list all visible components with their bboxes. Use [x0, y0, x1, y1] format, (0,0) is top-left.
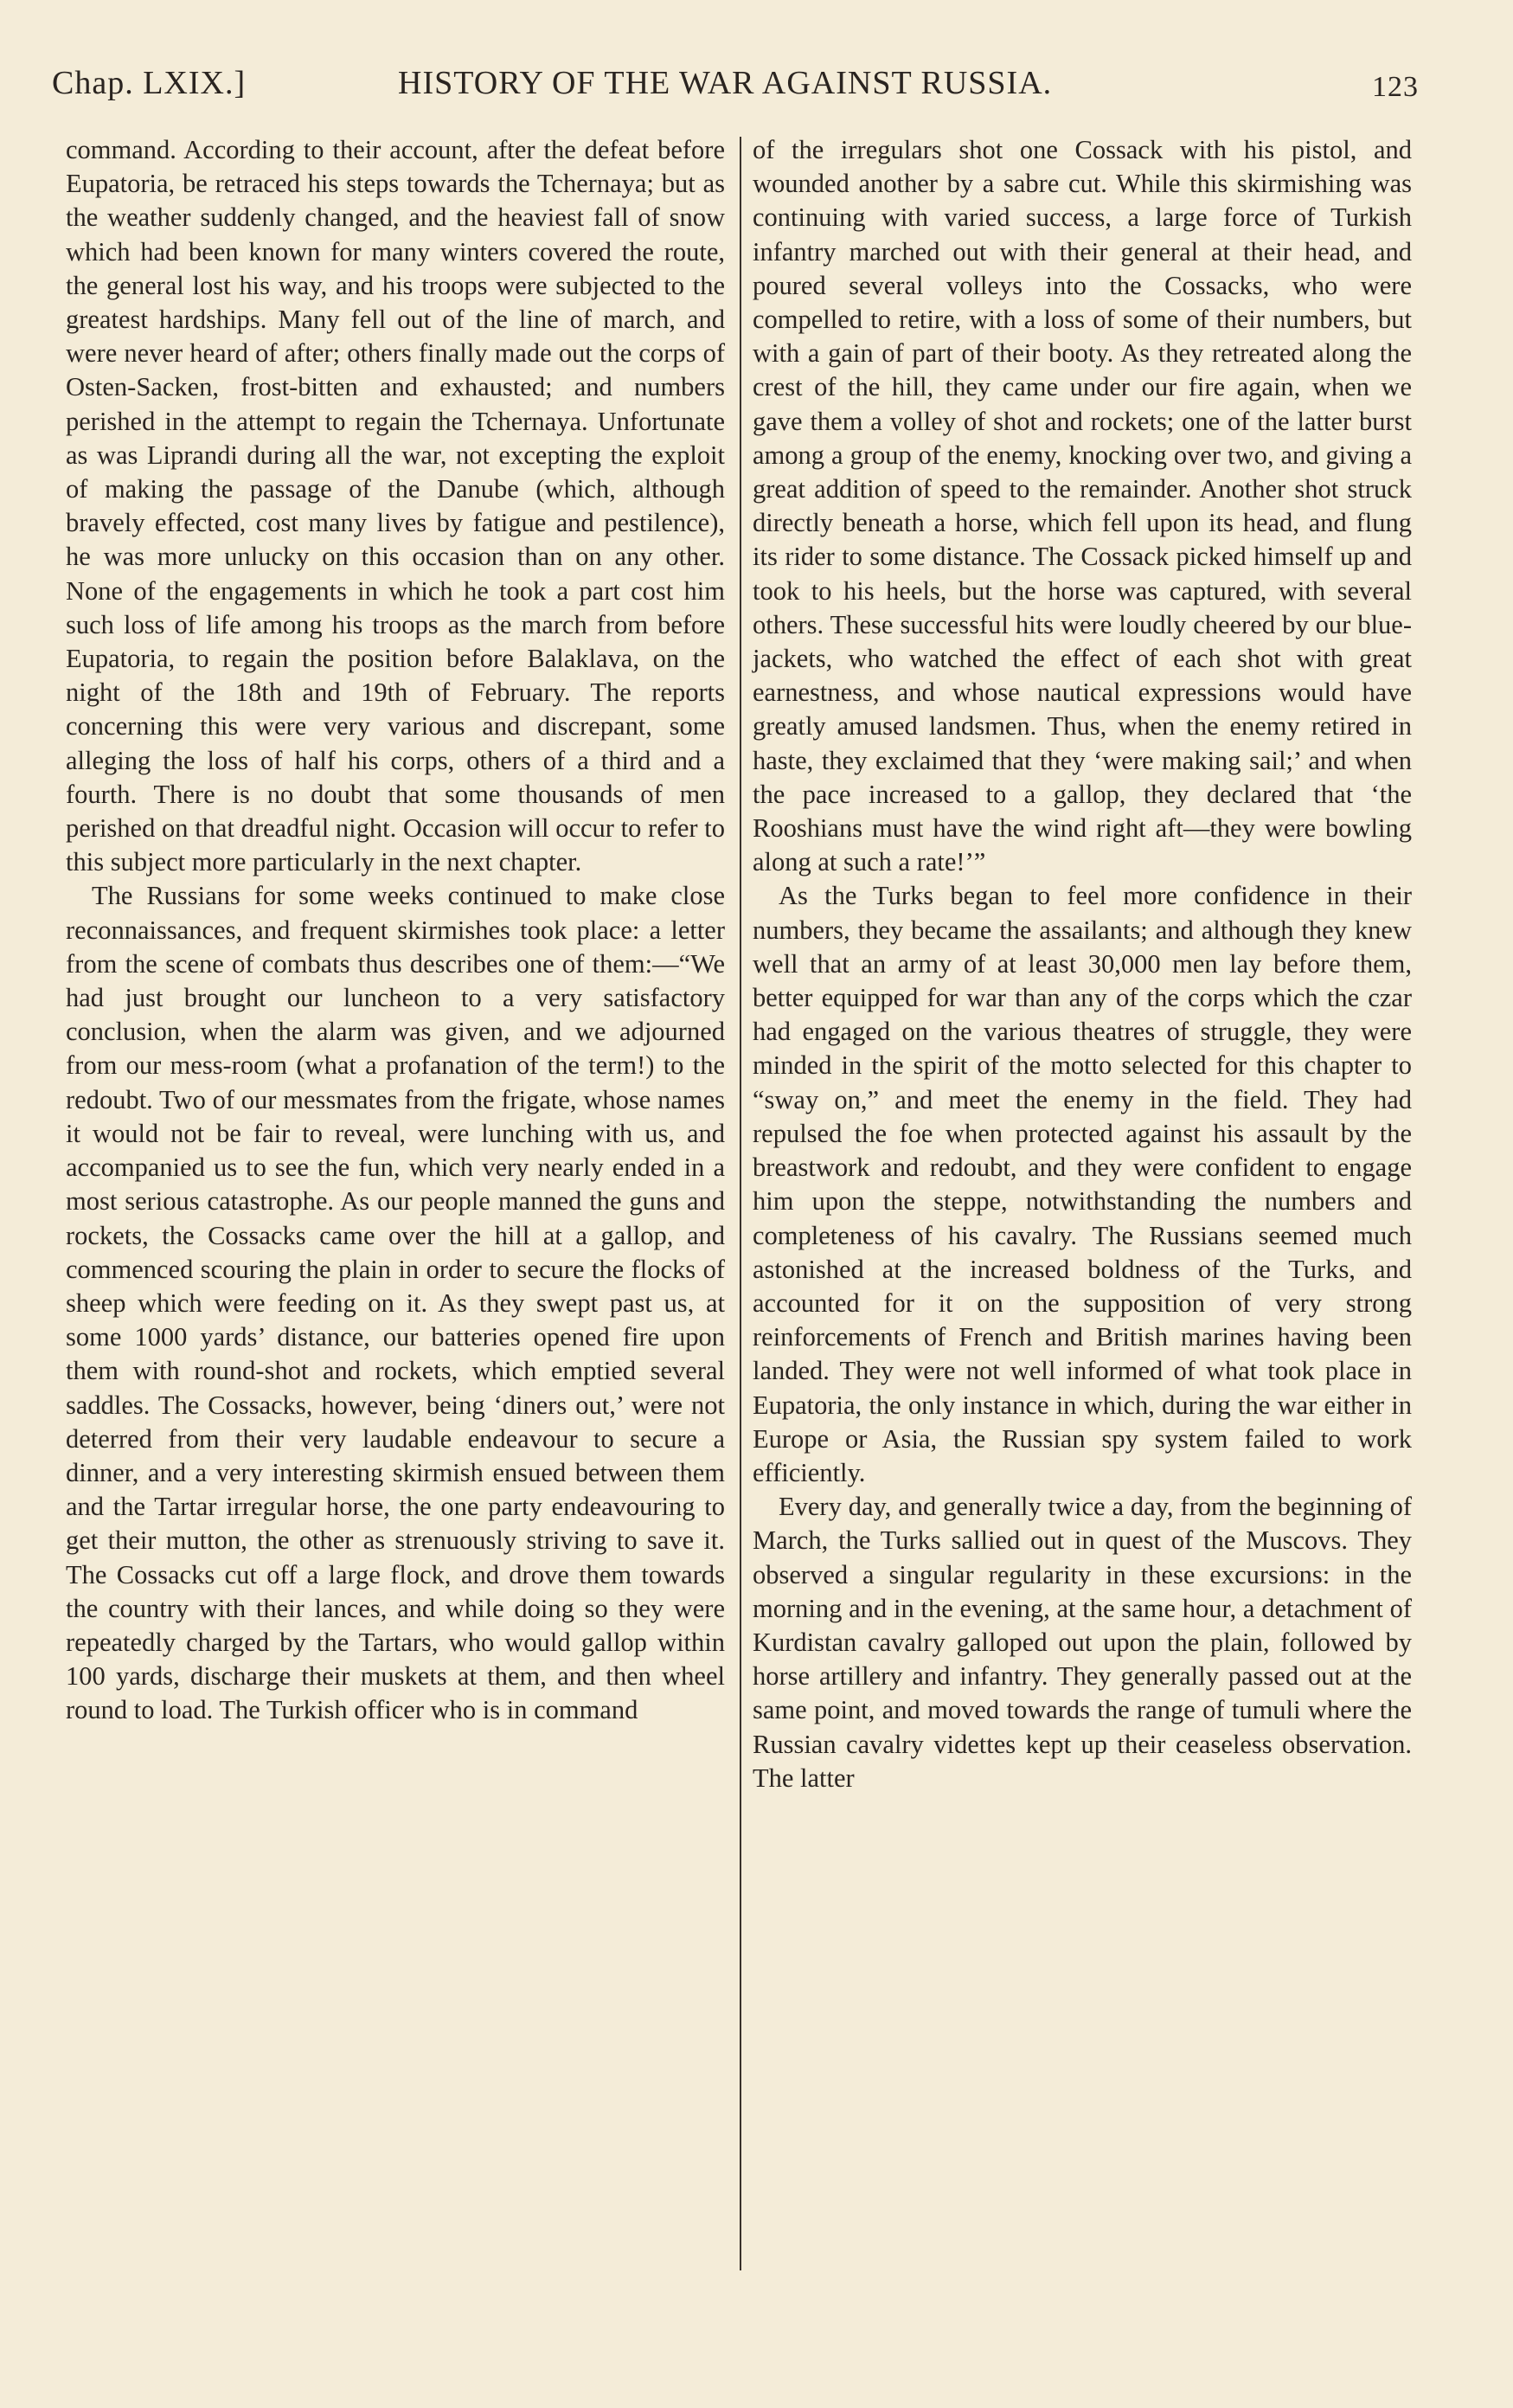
right-column: [753, 133, 1412, 1795]
paragraph: of the irregulars shot one Cossack with his pistol, and wounded another by a sabre cut. While this skirmishing was continuing with varied success, a large force of Turkish infantry marched out with their general at their head, and poured several volleys into the Cossacks, who were compelled to retire, with a loss of some of their numbers, but with a gain of part of their booty. As they retreated along the crest of the hill, they came under our fire again, when we gave them a volley of shot and rockets; one of the latter burst among a group of the enemy, knocking over two, and giving a great addition of speed to the remainder. Another shot struck directly beneath a horse, which fell upon its head, and flung its rider to some distance. The Cossack picked himself up and took to his heels, but the horse was captured, with several others. These successful hits were loudly cheered by our blue-jackets, who watched the effect of each shot with great earnestness, and whose nautical expressions would have greatly amused landsmen. Thus, when the enemy retired in haste, they exclaimed that they ‘were making sail;’ and when the pace increased to a gallop, they declared that ‘the Rooshians must have the wind right aft—they were bowling along at such a rate!’”: [753, 135, 1412, 877]
page-number: 123: [1372, 71, 1419, 103]
running-header: [52, 64, 1419, 116]
paragraph: The Russians for some weeks continued to make close reconnaissances, and frequent skirmishes took place: a letter from the scene of combats thus describes one of them:—“We had just brought our luncheon to a very satisfactory conclusion, when the alarm was given, and we adjourned from our mess-room (what a profanation of the term!) to the redoubt. Two of our messmates from the frigate, whose names it would not be fair to reveal, were lunching with us, and accompanied us to see the fun, which very nearly ended in a most serious catastrophe. As our people manned the guns and rockets, the Cossacks came over the hill at a gallop, and commenced scouring the plain in order to secure the flocks of sheep which were feeding on it. As they swept past us, at some 1000 yards’ distance, our batteries opened fire upon them with round-shot and rockets, which emptied several saddles. The Cossacks, however, being ‘diners out,’ were not deterred from their very laudable endeavour to secure a dinner, and a very interesting skirmish ensued between them and the Tartar irregular horse, the one party endeavouring to get their mutton, the other as strenuously striving to save it. The Cossacks cut off a large flock, and drove them towards the country with their lances, and while doing so they were repeatedly charged by the Tartars, who would gallop within 100 yards, discharge their muskets at them, and then wheel round to load. The Turkish officer who is in command: [66, 881, 725, 1725]
left-column: [66, 133, 725, 1728]
chapter-label: Chap. LXIX.]: [52, 65, 247, 101]
column-divider: [740, 137, 741, 2270]
paragraph: As the Turks began to feel more confidence in their numbers, they became the assailants; and although they knew well that an army of at least 30,000 men lay before them, better equipped for war than any of the corps which the czar had engaged on the various theatres of struggle, they were minded in the spirit of the motto selected for this chapter to “sway on,” and meet the enemy in the field. They had repulsed the foe when protected against his assault by the breastwork and redoubt, and they were confident to engage him upon the steppe, notwithstanding the numbers and completeness of his cavalry. The Russians seemed much astonished at the increased boldness of the Turks, and accounted for it on the supposition of very strong reinforcements of French and British marines having been landed. They were not well informed of what took place in Eupatoria, the only instance in which, during the war either in Europe or Asia, the Russian spy system failed to work efficiently.: [753, 881, 1412, 1487]
paragraph: command. According to their account, after the defeat before Eupatoria, be retraced his steps towards the Tchernaya; but as the weather suddenly changed, and the heaviest fall of snow which had been known for many winters covered the route, the general lost his way, and his troops were subjected to the greatest hardships. Many fell out of the line of march, and were never heard of after; others finally made out the corps of Osten-Sacken, frost-bitten and exhausted; and numbers perished in the attempt to regain the Tchernaya. Unfortunate as was Liprandi during all the war, not excepting the exploit of making the passage of the Danube (which, although bravely effected, cost many lives by fatigue and pestilence), he was more unlucky on this occasion than on any other. None of the engagements in which he took a part cost him such loss of life among his troops as the march from before Eupatoria, to regain the position before Balaklava, on the night of the 18th and 19th of February. The reports concerning this were very various and discrepant, some alleging the loss of half his corps, others of a third and a fourth. There is no doubt that some thousands of men perished on that dreadful night. Occasion will occur to refer to this subject more particularly in the next chapter.: [66, 135, 725, 877]
page-title: HISTORY OF THE WAR AGAINST RUSSIA.: [398, 65, 1053, 101]
paragraph: Every day, and generally twice a day, from the beginning of March, the Turks sallied out in quest of the Muscovs. They observed a singular regularity in these excursions: in the morning and in the evening, at the same hour, a detachment of Kurdistan cavalry galloped out upon the plain, followed by horse artillery and infantry. They generally passed out at the same point, and moved towards the range of tumuli where the Russian cavalry videttes kept up their ceaseless observation. The latter: [753, 1492, 1412, 1793]
